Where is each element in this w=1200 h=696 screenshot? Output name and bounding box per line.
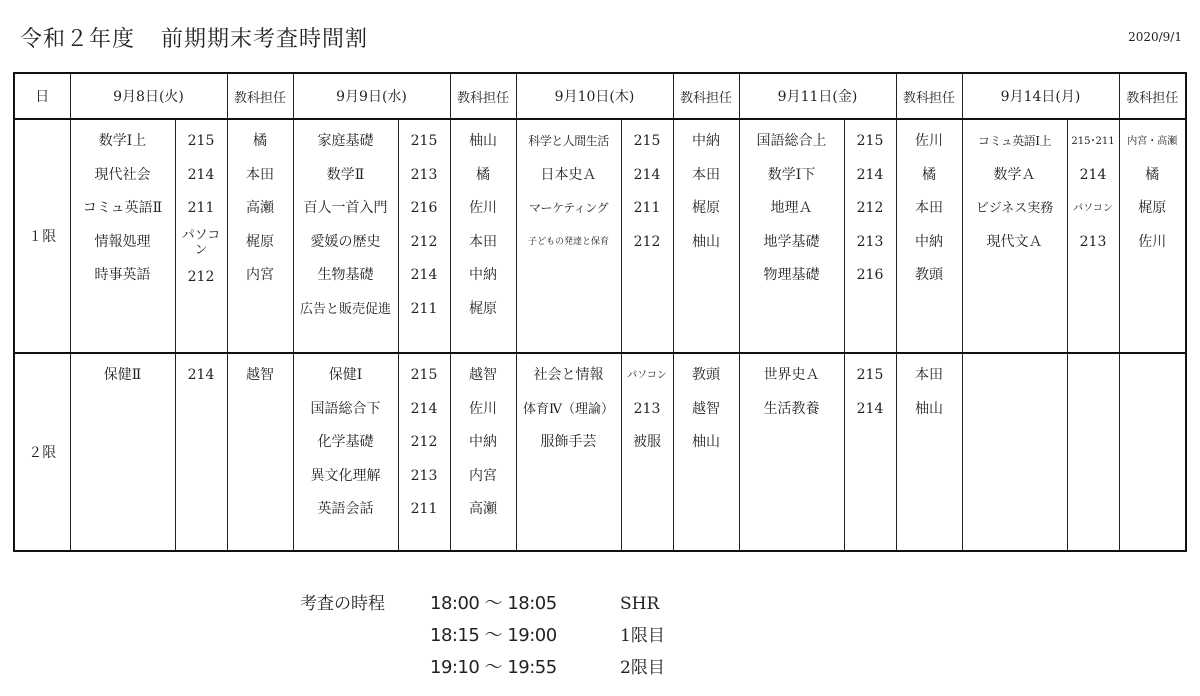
subject: コミュ英語Ⅰ上 (977, 134, 1051, 148)
schedule-time: 19:10 ～ 19:55 (430, 657, 557, 678)
subject: 国語総合上 (756, 133, 827, 149)
teacher: 梶原 (692, 200, 720, 217)
subject-cell (293, 119, 398, 353)
period-row-1 (14, 119, 1186, 353)
room: 213 (633, 400, 661, 417)
subject: 数学Ⅰ上 (98, 133, 147, 149)
subject: 科学と人間生活 (528, 134, 609, 148)
room: 214 (187, 166, 215, 183)
room-cell (1067, 353, 1119, 551)
teacher-header: 教科担任 (673, 73, 739, 119)
teacher: 中納 (469, 267, 497, 284)
subject: 服飾手芸 (540, 434, 597, 451)
subject: 子どもの発達と保育 (527, 236, 609, 247)
subject-cell (962, 353, 1067, 551)
room: 215 (410, 133, 438, 149)
teacher: 橘 (1145, 166, 1160, 183)
teacher: 内宮 (469, 467, 497, 484)
teacher-cell (227, 119, 293, 353)
teacher-cell (227, 353, 293, 551)
subject: 家庭基礎 (317, 133, 374, 149)
issue-date: 2020/9/1 (1128, 30, 1182, 44)
room: 213 (410, 166, 438, 183)
teacher-cell (1119, 353, 1186, 551)
room-cell (844, 119, 896, 353)
teacher-cell (450, 353, 516, 551)
teacher: 梶原 (246, 233, 274, 250)
teacher: 中納 (692, 133, 720, 149)
subject: 世界史Ａ (763, 367, 820, 383)
room: 214 (856, 166, 884, 183)
subject: 地理Ａ (770, 200, 813, 217)
room: 216 (410, 200, 438, 217)
subject-cell (739, 353, 844, 551)
subject: ビジネス実務 (975, 201, 1054, 217)
room: 212 (856, 200, 884, 217)
teacher-cell (1119, 119, 1186, 353)
period-row-2 (14, 353, 1186, 551)
room: 213 (1079, 233, 1107, 250)
subject: 英語会話 (317, 501, 374, 518)
teacher-header: 教科担任 (450, 73, 516, 119)
day-header: 9月10日(木) (516, 73, 673, 119)
subject: 現代文Ａ (986, 233, 1043, 250)
room: 215･211 (1071, 136, 1115, 147)
room-cell (1067, 119, 1119, 353)
subject: 社会と情報 (533, 367, 604, 383)
subject: 数学Ⅰ下 (767, 166, 816, 183)
room: 212 (187, 269, 215, 286)
teacher: 佐川 (469, 400, 497, 417)
room-cell (175, 119, 227, 353)
subject: 体育Ⅳ（理論） (523, 401, 614, 417)
subject: 物理基礎 (763, 267, 820, 284)
room: 212 (410, 434, 438, 451)
day-header: 9月14日(月) (962, 73, 1119, 119)
exam-schedule (300, 588, 665, 684)
teacher: 柚山 (915, 400, 943, 417)
room: 213 (856, 233, 884, 250)
teacher: 梶原 (469, 300, 497, 317)
teacher-cell (450, 119, 516, 353)
subject: 数学Ⅱ (326, 166, 365, 183)
teacher: 越智 (692, 400, 720, 417)
subject-cell (293, 353, 398, 551)
room: 212 (633, 233, 661, 250)
room-cell (398, 353, 450, 551)
room: 213 (410, 467, 438, 484)
teacher: 橘 (922, 166, 936, 183)
room: 212 (410, 233, 438, 250)
subject: 日本史Ａ (540, 166, 597, 183)
teacher: 梶原 (1138, 200, 1167, 217)
subject: 保健Ⅱ (103, 367, 142, 383)
teacher: 本田 (246, 166, 274, 183)
subject: コミュ英語Ⅱ (82, 200, 163, 217)
teacher: 橘 (476, 166, 490, 183)
room: パソコン (1073, 203, 1113, 215)
schedule-time: 18:00 ～ 18:05 (430, 593, 557, 614)
subject-cell (70, 353, 175, 551)
room: 214 (187, 367, 215, 383)
teacher: 教頭 (915, 267, 943, 284)
teacher: 本田 (915, 367, 943, 383)
room: 214 (410, 400, 438, 417)
subject: 異文化理解 (310, 467, 381, 484)
teacher: 柚山 (692, 233, 720, 250)
teacher: 越智 (246, 367, 274, 383)
teacher: 内宮・高瀬 (1127, 136, 1178, 147)
schedule-label: 考査の時程 (300, 594, 385, 614)
subject: 地学基礎 (763, 233, 820, 250)
room: 215 (856, 133, 884, 149)
room: 211 (633, 200, 661, 217)
teacher: 本田 (469, 233, 497, 250)
room: 215 (410, 367, 438, 383)
subject-cell (962, 119, 1067, 353)
room: 215 (633, 133, 661, 149)
teacher-cell (896, 353, 962, 551)
schedule-name: 1限目 (620, 626, 665, 646)
subject: 現代社会 (94, 166, 151, 183)
room-cell (398, 119, 450, 353)
header-row (14, 73, 1186, 119)
subject-cell (516, 353, 621, 551)
room: 211 (187, 200, 215, 217)
room: パソコン (181, 227, 221, 258)
teacher-cell (896, 119, 962, 353)
period-label: ２限 (14, 353, 70, 551)
room: 211 (410, 300, 438, 317)
exam-title: 前期期末考査時間割 (161, 27, 369, 52)
room: 215 (187, 133, 215, 149)
teacher-header: 教科担任 (227, 73, 293, 119)
subject-cell (516, 119, 621, 353)
room: 211 (410, 501, 438, 518)
subject: 数学Ａ (993, 166, 1036, 183)
room: 214 (1079, 166, 1107, 183)
schedule-time: 18:15 ～ 19:00 (430, 625, 557, 646)
room: 被服 (633, 434, 661, 451)
day-header: 9月8日(火) (70, 73, 227, 119)
room: 215 (856, 367, 884, 383)
timetable (13, 72, 1187, 552)
teacher: 佐川 (915, 133, 943, 149)
subject: 百人一首入門 (303, 200, 388, 217)
teacher-header: 教科担任 (896, 73, 962, 119)
room: 214 (410, 267, 438, 284)
teacher: 柚山 (692, 434, 720, 451)
room: 216 (856, 267, 884, 284)
day-label: 日 (14, 73, 70, 119)
room-cell (621, 353, 673, 551)
year-title: 令和２年度 (20, 27, 136, 52)
schedule-name: SHR (620, 594, 660, 614)
teacher: 本田 (915, 200, 943, 217)
schedule-name: 2限目 (620, 658, 665, 678)
schedule-row (300, 620, 665, 652)
teacher: 本田 (692, 166, 720, 183)
subject-cell (739, 119, 844, 353)
teacher: 佐川 (1138, 233, 1167, 250)
teacher-cell (673, 119, 739, 353)
teacher: 柚山 (469, 133, 497, 149)
teacher: 橘 (253, 133, 267, 149)
teacher: 内宮 (246, 267, 274, 284)
day-header: 9月9日(水) (293, 73, 450, 119)
subject: 情報処理 (94, 233, 151, 250)
subject: 国語総合下 (310, 400, 381, 417)
teacher: 中納 (469, 434, 497, 451)
room-cell (175, 353, 227, 551)
subject: 生物基礎 (317, 267, 374, 284)
subject: 愛媛の歴史 (310, 233, 381, 250)
page-title (20, 22, 368, 53)
subject: 時事英語 (94, 267, 151, 284)
room: パソコン (627, 370, 667, 381)
period-label: １限 (14, 119, 70, 353)
subject: 生活教養 (763, 400, 820, 417)
schedule-row (300, 652, 665, 684)
subject: 広告と販売促進 (299, 301, 391, 317)
teacher: 越智 (469, 367, 497, 383)
subject-cell (70, 119, 175, 353)
teacher: 佐川 (469, 200, 497, 217)
schedule-row (300, 588, 665, 620)
room-cell (621, 119, 673, 353)
teacher-cell (673, 353, 739, 551)
subject: 保健Ⅰ (328, 367, 363, 383)
teacher-header: 教科担任 (1119, 73, 1186, 119)
teacher: 高瀬 (469, 501, 497, 518)
room: 214 (633, 166, 661, 183)
room-cell (844, 353, 896, 551)
teacher: 中納 (915, 233, 943, 250)
teacher: 教頭 (692, 367, 720, 383)
subject: 化学基礎 (317, 434, 374, 451)
subject: マーケティング (528, 201, 609, 216)
day-header: 9月11日(金) (739, 73, 896, 119)
room: 214 (856, 400, 884, 417)
teacher: 高瀬 (246, 200, 274, 217)
